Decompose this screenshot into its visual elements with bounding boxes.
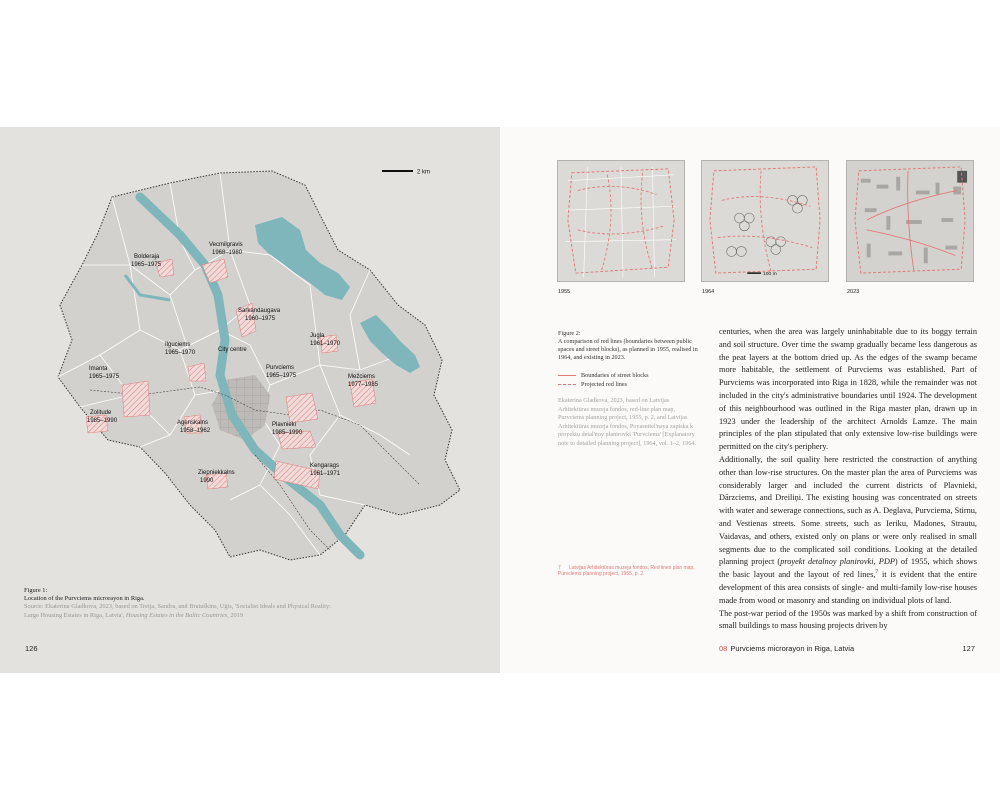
legend-dashed-line [558,384,576,385]
book-spread [0,127,1000,673]
legend-label: Boundaries of street blocks [581,372,649,379]
thumbnail-1964 [701,160,829,282]
thumbnail-scale-label: 100 m [763,272,777,278]
legend-item [558,371,649,380]
district-name: Kengarags [310,463,340,469]
district-years: 1985–1990 [87,418,118,424]
thumbnail-2023 [846,160,974,282]
district-name: Vecmilgravis [209,242,243,248]
thumbnail-year-label: 2023 [847,289,860,295]
figure-2-caption [558,330,698,362]
figure-2-label: Figure 2: [558,330,581,337]
district-years: 1965–1975 [266,373,297,379]
district-name: Zolitude [90,410,112,416]
district-years: 1968–1980 [212,250,243,256]
district-name: Plavnieki [272,422,297,428]
figure-1-caption [24,587,344,620]
thumbnail-1955 [557,160,685,282]
figure-2-title: A comparison of red lines (boundaries between public spaces and street blocks), as planned in 1955, realised in 1964, and existing in 2023. [558,338,698,361]
district-years: 1977–1985 [348,382,379,388]
running-footer [719,644,854,653]
district-years: 1965–1970 [165,350,196,356]
district-name: Sarkandaugava [238,308,281,314]
figure-2-legend [558,371,649,389]
riga-map [20,155,480,610]
thumbnail-year-label: 1955 [558,289,571,295]
legend-item [558,380,649,389]
district-years: 1961–1971 [310,471,341,477]
scale-label: 2 km [417,169,431,176]
body-paragraph: Additionally, the soil quality here restricted the construction of anything other than low-rise structures. On the master plan the area of Purvciems was considerably larger and included the current districts of Plavnieki, Dārzciems, and Dreiliņi. The existing housing was concentrated on streets with water and sewerage connections, such as A. Deglava, Purvciema, Stirnu, and Vestienas streets. Some streets, such as Ieriku, Madones, Strautu, Vaidavas, and others, existed only on plans or were only realised in small segments due to the complicated soil conditions. Looking at the detailed planning project (proyekt detalnoy planirovki, PDP) of 1955, which shows the basic layout and the layout of red lines,$^7$ it is evident that the entire development of this area consists of single- and multi-family low-rise houses made from wood or masonry and standing on individual plots of land. [719,454,977,605]
figure-1-source: Source: Ekaterina Gladkova, 2023, based on Treija, Sandra, and Bratuškins, Uģis, 'Socialist Ideals and Physical Reality: Large Housing Estates in Riga, Latvia', Housing Estates in the Baltic Countries, 2019 [24,603,331,619]
page-number-left: 126 [25,644,38,653]
district-name: Bolderaja [134,254,160,260]
left-page [0,127,500,673]
chapter-number: 08 [719,644,728,653]
thumbnail-year-label: 1964 [702,289,715,295]
legend-solid-line [558,375,576,376]
district-name: Agenskalns [177,420,209,426]
district-years: 1965–1975 [89,374,120,380]
body-paragraph: The post-war period of the 1950s was marked by a shift from construction of small buildings to mass housing projects driven by [719,608,977,631]
legend-label: Projected red lines [581,381,628,388]
footnote [558,565,700,577]
page-number-right: 127 [962,644,975,653]
district-years: 1960–1975 [245,316,276,322]
district-name: Mežciems [348,374,376,380]
body-text [719,326,977,633]
district-name: Ziepniekkalns [198,470,235,476]
district-years: 1990 [200,478,214,484]
district-name: Ilguciems [165,342,191,348]
district-name: Purvciems [266,365,295,371]
footnote-text: Latvijas Arhitektūras muzeja fondos, Red lines plan map, Purvciems planning project, 1955, p. 2. [558,565,695,578]
district-years: 1965–1975 [131,262,162,268]
district-name: Jugla [310,333,325,339]
figure-1-label: Figure 1: [24,587,48,594]
chapter-title: Purvciems microrayon in Riga, Latvia [730,644,855,653]
body-paragraph: centuries, when the area was largely uninhabitable due to its boggy terrain and soil structure. Over time the swamp gradually became less dangerous as the peat layers at the bottom dried up. As the edges of the swamp became more habitable, the settlement of Purvciems was established. Part of Purvciems was incorporated into Riga in 1828, while the remainder was not included in the city's administrative boundaries until 1924. The development of this neighbourhood was outlined in the Riga master plan, drawn up in 1923 under the leadership of the architect Arnolds Lamze. The main principles of the plan stipulated that only extensive low-rise buildings were permitted on the city's periphery. [719,327,977,452]
figure-2-source: Ekaterina Gladkova, 2023, based on Latvijas Arhitektūras muzeja fondos, red-line plan map, Purvciems planning project, 1955, p. 2, and Latvijas Arhitektūras muzeja fondos, Poyasnitel'naya zapiska k proyektu detal'noy planirovki 'Purvciems' [Explanatory note to detailed planning project], 1964, vol. 1–2, 1964. [558,397,696,447]
district-name: Imanta [89,366,108,372]
figure-1-title: Location of the Purvciems microrayon in Riga. [24,595,145,603]
district-years: 1985–1990 [272,430,303,436]
district-name: City centre [218,347,247,353]
district-years: 1958–1962 [180,428,211,434]
district-years: 1961–1970 [310,341,341,347]
footnote-number: 7 [558,565,561,571]
